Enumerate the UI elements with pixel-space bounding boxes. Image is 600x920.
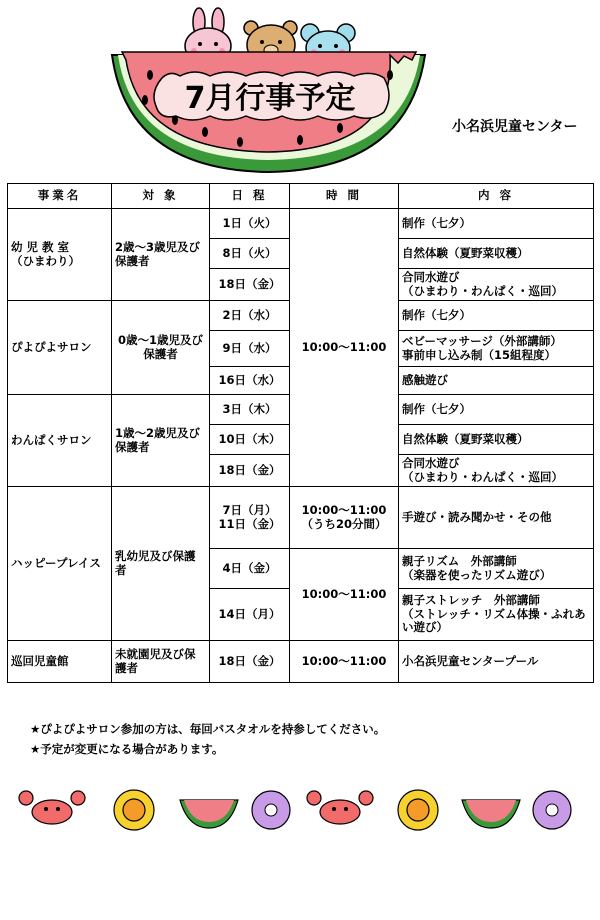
schedule-content: 合同水遊び （ひまわり・わんぱく・巡回） bbox=[399, 269, 594, 301]
notes bbox=[30, 719, 570, 759]
schedule-table bbox=[7, 183, 594, 683]
footer-decoration bbox=[0, 780, 600, 840]
schedule-content: 自然体験（夏野菜収穫） bbox=[399, 425, 594, 455]
page-title: 7月行事予定 bbox=[184, 81, 356, 116]
schedule-content: 自然体験（夏野菜収穫） bbox=[399, 239, 594, 269]
schedule-date: 14日（月） bbox=[210, 589, 290, 641]
program-target: 2歳～3歳児及び保護者 bbox=[112, 209, 210, 301]
schedule-date: 1日（火） bbox=[210, 209, 290, 239]
watermelon-icon bbox=[180, 800, 238, 828]
schedule-date: 4日（金） bbox=[210, 549, 290, 589]
crab-icon bbox=[19, 791, 85, 824]
schedule-content: 感触遊び bbox=[399, 367, 594, 395]
program-name: 巡回児童館 bbox=[8, 641, 112, 683]
table-row bbox=[8, 487, 594, 549]
schedule-date: 8日（火） bbox=[210, 239, 290, 269]
program-target: 乳幼児及び保護者 bbox=[112, 487, 210, 641]
schedule-time: 10:00～11:00 bbox=[290, 641, 399, 683]
schedule-content: 制作（七夕） bbox=[399, 301, 594, 331]
sunflower-icon bbox=[114, 790, 154, 830]
schedule-content: 制作（七夕） bbox=[399, 209, 594, 239]
program-name: わんぱくサロン bbox=[8, 395, 112, 487]
morning-glory-icon bbox=[533, 791, 571, 829]
schedule-content: 親子ストレッチ 外部講師 （ストレッチ・リズム体操・ふれあい遊び） bbox=[399, 589, 594, 641]
program-name: ハッピープレイス bbox=[8, 487, 112, 641]
schedule-content: 合同水遊び （ひまわり・わんぱく・巡回） bbox=[399, 455, 594, 487]
header-target: 対 象 bbox=[112, 184, 210, 209]
schedule-date: 16日（水） bbox=[210, 367, 290, 395]
sunflower-icon bbox=[398, 790, 438, 830]
schedule-date: 18日（金） bbox=[210, 269, 290, 301]
note-line: ★予定が変更になる場合があります。 bbox=[30, 742, 224, 756]
crab-icon bbox=[307, 791, 373, 824]
schedule-content: 手遊び・読み聞かせ・その他 bbox=[399, 487, 594, 549]
table-row bbox=[8, 209, 594, 239]
schedule-content: ベビーマッサージ（外部講師） 事前申し込み制（15組程度） bbox=[399, 331, 594, 367]
schedule-time: 10:00～11:00 （うち20分間） bbox=[290, 487, 399, 549]
program-name: 幼 児 教 室 （ひまわり） bbox=[8, 209, 112, 301]
schedule-date: 3日（木） bbox=[210, 395, 290, 425]
header-date: 日 程 bbox=[210, 184, 290, 209]
header-program: 事業名 bbox=[8, 184, 112, 209]
note-line: ★ぴよぴよサロン参加の方は、毎回バスタオルを持参してください。 bbox=[30, 722, 386, 736]
center-name: 小名浜児童センター bbox=[452, 119, 578, 135]
schedule-content: 制作（七夕） bbox=[399, 395, 594, 425]
watermelon-banner-art bbox=[0, 0, 600, 175]
schedule-date: 18日（金） bbox=[210, 455, 290, 487]
table-row bbox=[8, 641, 594, 683]
program-target: 0歳～1歳児及び保護者 bbox=[112, 301, 210, 395]
watermelon-icon bbox=[462, 800, 520, 828]
program-target: 1歳～2歳児及び保護者 bbox=[112, 395, 210, 487]
table-header-row bbox=[8, 184, 594, 209]
schedule-date: 18日（金） bbox=[210, 641, 290, 683]
schedule-date: 2日（水） bbox=[210, 301, 290, 331]
program-name: ぴよぴよサロン bbox=[8, 301, 112, 395]
footer-icons bbox=[0, 780, 600, 840]
header-content: 内 容 bbox=[399, 184, 594, 209]
program-target: 未就園児及び保護者 bbox=[112, 641, 210, 683]
schedule-content: 小名浜児童センタープール bbox=[399, 641, 594, 683]
schedule-date: 10日（木） bbox=[210, 425, 290, 455]
schedule-content: 親子リズム 外部講師 （楽器を使ったリズム遊び） bbox=[399, 549, 594, 589]
schedule-date: 9日（水） bbox=[210, 331, 290, 367]
header-time: 時 間 bbox=[290, 184, 399, 209]
morning-glory-icon bbox=[252, 791, 290, 829]
schedule-time: 10:00～11:00 bbox=[290, 549, 399, 641]
header-banner bbox=[0, 0, 600, 175]
schedule-time: 10:00～11:00 bbox=[290, 209, 399, 487]
schedule-date: 7日（月） 11日（金） bbox=[210, 487, 290, 549]
